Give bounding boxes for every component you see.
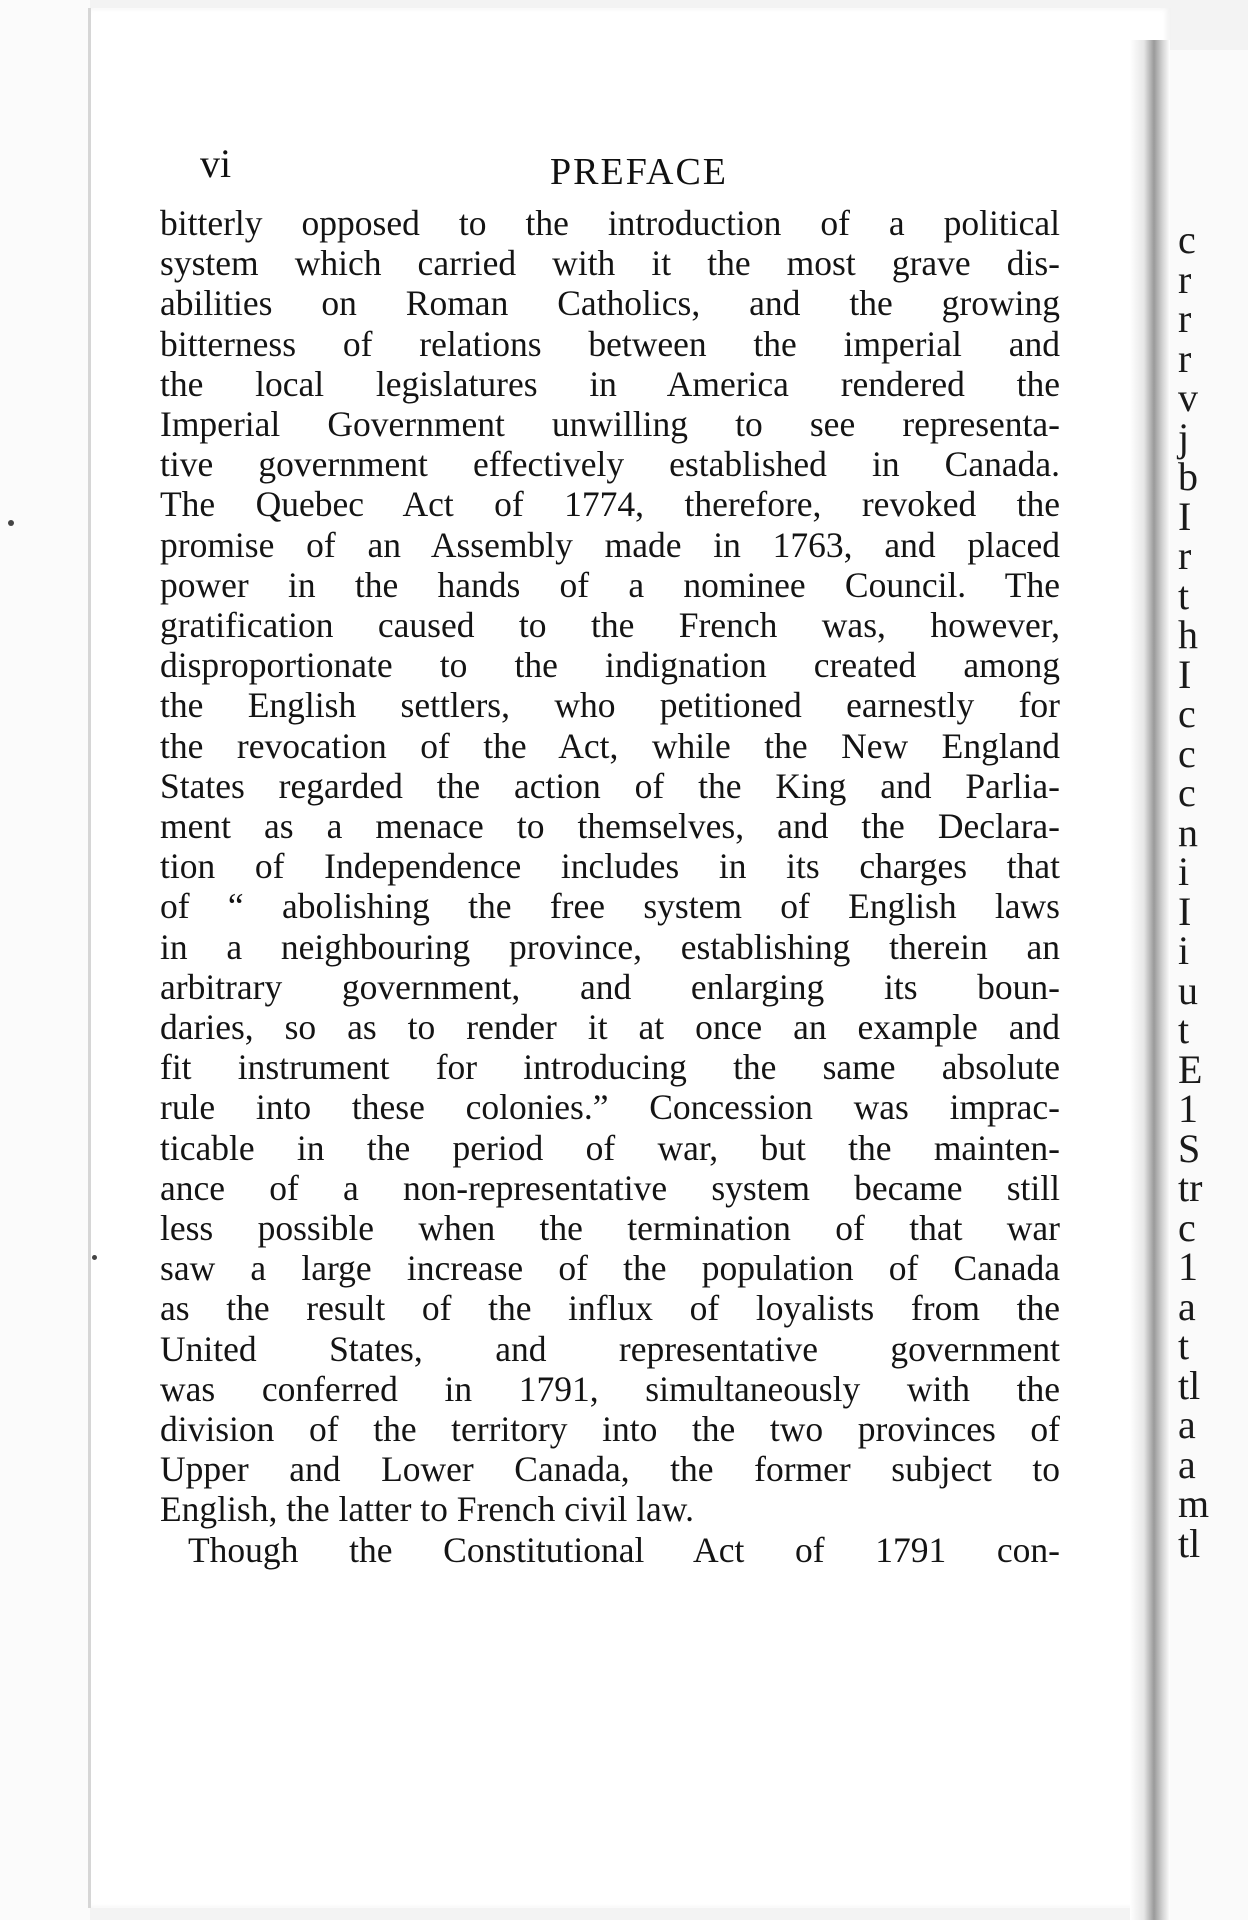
next-page-fragment: i [1178,928,1190,973]
ink-speck [8,520,14,526]
next-page-edge [1170,50,1248,1920]
next-page-fragment: S [1178,1125,1201,1171]
text-line: bitterness of relations between the imperial and [160,323,1060,364]
text-line: the English settlers, who petitioned earnestly for [160,685,1060,726]
text-line: The Quebec Act of 1774, therefore, revoked the [160,484,1060,525]
next-page-fragment: n [1178,809,1198,855]
paragraph-start-line: Though the Constitutional Act of 1791 con- [188,1529,1060,1570]
ink-speck [92,1255,97,1260]
next-page-fragment: a [1178,1441,1196,1487]
next-page-fragment: tl [1178,1362,1201,1408]
next-page-fragment: u [1178,967,1198,1013]
text-line: bitterly opposed to the introduction of a political [160,203,1060,243]
text-line: in a neighbouring province, establishing therein an [160,926,1060,967]
text-line: was conferred in 1791, simultaneously with the [160,1368,1060,1409]
text-line: as the result of the influx of loyalists from the [160,1288,1060,1329]
next-page-fragment: j [1178,414,1190,460]
text-line: tion of Independence includes in its charges that [160,846,1060,887]
text-line: United States, and representative government [160,1328,1060,1369]
next-page-fragment: t [1178,1007,1190,1052]
next-page-fragment: r [1178,335,1192,381]
text-line: ticable in the period of war, but the mainten- [160,1127,1060,1168]
left-margin-strip [0,0,90,1920]
next-page-fragment: t [1178,1323,1190,1368]
next-page-fragment: i [1178,849,1190,894]
text-line: Imperial Government unwilling to see representa- [160,404,1060,444]
next-page-fragment: a [1178,1402,1196,1447]
next-page-fragment: c [1178,1204,1196,1250]
next-page-fragment: 1 [1178,1244,1198,1289]
next-page-fragment: c [1178,730,1196,776]
next-page-fragment: 1 [1178,1086,1198,1131]
page-header [200,140,1080,200]
text-line: arbitrary government, and enlarging its boun- [160,966,1060,1007]
text-line: fit instrument for introducing the same absolute [160,1047,1060,1088]
text-line: less possible when the termination of that war [160,1208,1060,1248]
text-line: gratification caused to the French was, however, [160,605,1060,645]
text-line: Upper and Lower Canada, the former subject to [160,1449,1060,1490]
next-page-fragment: a [1178,1283,1196,1329]
text-line: abilities on Roman Catholics, and the growing [160,283,1060,324]
text-line: rule into these colonies.” Concession was imprac- [160,1087,1060,1128]
text-line: of “ abolishing the free system of English laws [160,886,1060,927]
next-page-fragment: E [1178,1046,1203,1092]
next-page-fragment: tl [1178,1520,1201,1566]
book-gutter [1130,40,1170,1920]
text-line: disproportionate to the indignation created among [160,645,1060,686]
page-number: vi [200,141,232,186]
next-page-fragment: I [1178,888,1192,934]
text-line: ance of a non-representative system became still [160,1167,1060,1208]
text-line: power in the hands of a nominee Council. The [160,564,1060,605]
text-line: the local legislatures in America rendered the [160,363,1060,404]
text-line: States regarded the action of the King and Parlia- [160,765,1060,806]
running-title: PREFACE [550,151,729,193]
next-page-fragment: m [1178,1481,1210,1526]
next-page-fragment: c [1178,691,1196,736]
next-page-fragment: r [1178,533,1192,578]
text-line: saw a large increase of the population of Canada [160,1248,1060,1289]
text-line: English, the latter to French civil law. [160,1489,695,1530]
next-page-fragment: r [1178,296,1192,341]
next-page-fragment: tr [1178,1165,1203,1210]
next-page-fragment: I [1178,651,1192,697]
text-line: division of the territory into the two provinces of [160,1409,1060,1449]
next-page-fragment: b [1178,454,1198,499]
text-line: tive government effectively established in Canada. [160,444,1060,485]
next-page-fragment: v [1178,375,1198,420]
next-page-fragment: I [1178,493,1192,539]
text-line: daries, so as to render it at once an example and [160,1007,1060,1047]
text-line: promise of an Assembly made in 1763, and placed [160,524,1060,565]
text-line: ment as a menace to themselves, and the Declara- [160,806,1060,846]
next-page-fragment: h [1178,612,1198,657]
next-page-fragment: c [1178,770,1196,815]
next-page-fragment: r [1178,256,1192,302]
text-line: system which carried with it the most grave dis- [160,243,1060,284]
text-line: the revocation of the Act, while the New England [160,725,1060,766]
next-page-fragment: c [1178,217,1196,262]
next-page-fragment: t [1178,572,1190,618]
